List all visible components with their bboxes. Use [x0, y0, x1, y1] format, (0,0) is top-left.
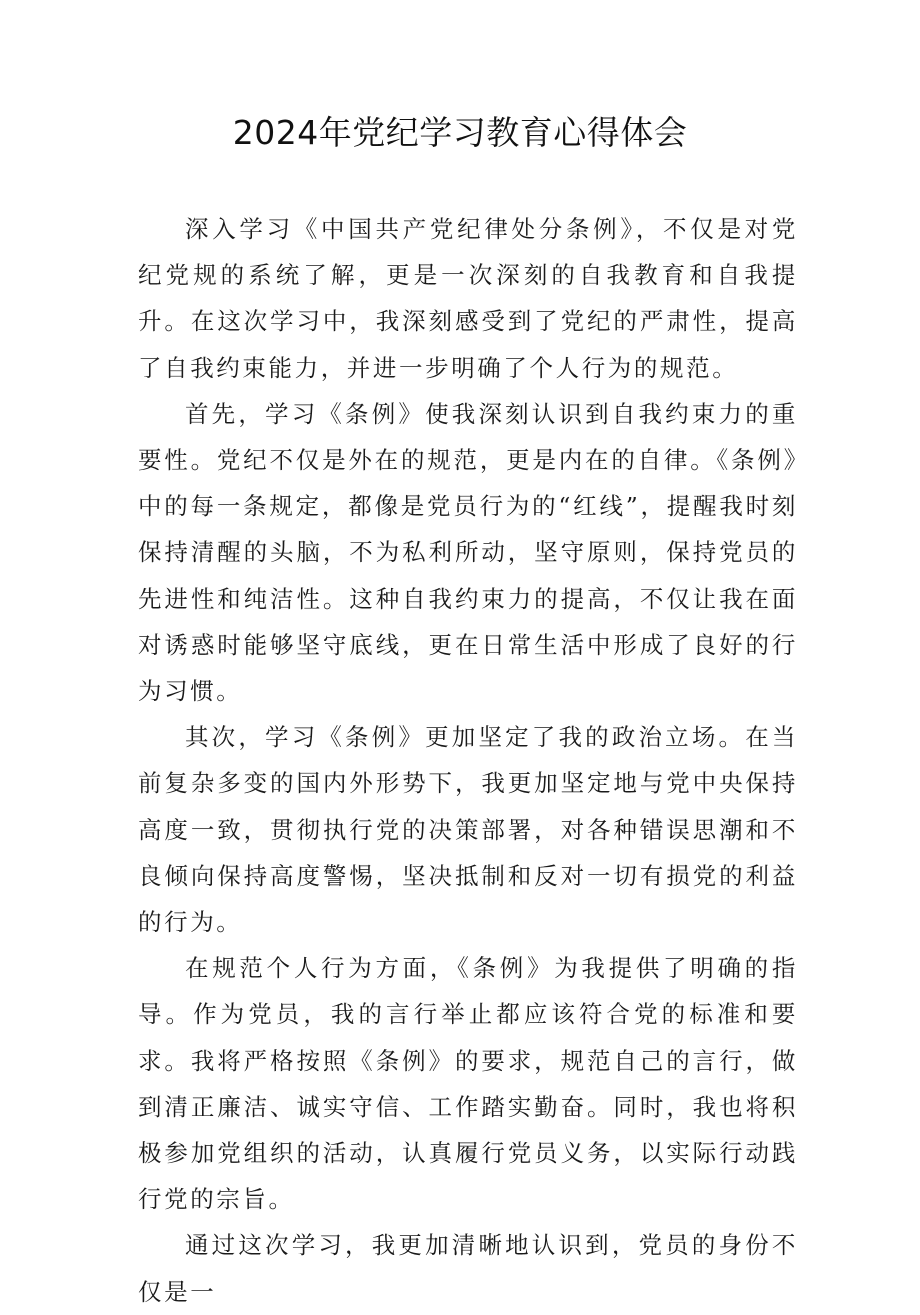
document-title: 2024年党纪学习教育心得体会 — [232, 113, 688, 152]
paragraph-political-stance: 其次，学习《条例》更加坚定了我的政治立场。在当前复杂多变的国内外形势下，我更加坚定地与党中央保持高度一致，贯彻执行党的决策部署，对各种错误思潮和不良倾向保持高度警惕，坚决抵制和反对一切有损党的利益的行为。 — [138, 723, 798, 937]
document-body — [138, 206, 798, 1315]
paragraph-self-discipline: 首先，学习《条例》使我深刻认识到自我约束力的重要性。党纪不仅是外在的规范，更是内在的自律。《条例》中的每一条规定，都像是党员行为的“红线”，提醒我时刻保持清醒的头脑，不为私利所动，坚守原则，保持党员的先进性和纯洁性。这种自我约束力的提高，不仅让我在面对诱惑时能够坚守底线，更在日常生活中形成了良好的行为习惯。 — [138, 399, 798, 706]
paragraph-personal-conduct: 在规范个人行为方面，《条例》为我提供了明确的指导。作为党员，我的言行举止都应该符合党的标准和要求。我将严格按照《条例》的要求，规范自己的言行，做到清正廉洁、诚实守信、工作踏实勤奋。同时，我也将积极参加党组织的活动，认真履行党员义务，以实际行动践行党的宗旨。 — [138, 954, 798, 1214]
paragraph-intro: 深入学习《中国共产党纪律处分条例》，不仅是对党纪党规的系统了解，更是一次深刻的自我教育和自我提升。在这次学习中，我深刻感受到了党纪的严肃性，提高了自我约束能力，并进一步明确了个人行为的规范。 — [138, 215, 798, 382]
paragraph-conclusion: 通过这次学习，我更加清晰地认识到，党员的身份不仅是一 — [138, 1231, 798, 1306]
